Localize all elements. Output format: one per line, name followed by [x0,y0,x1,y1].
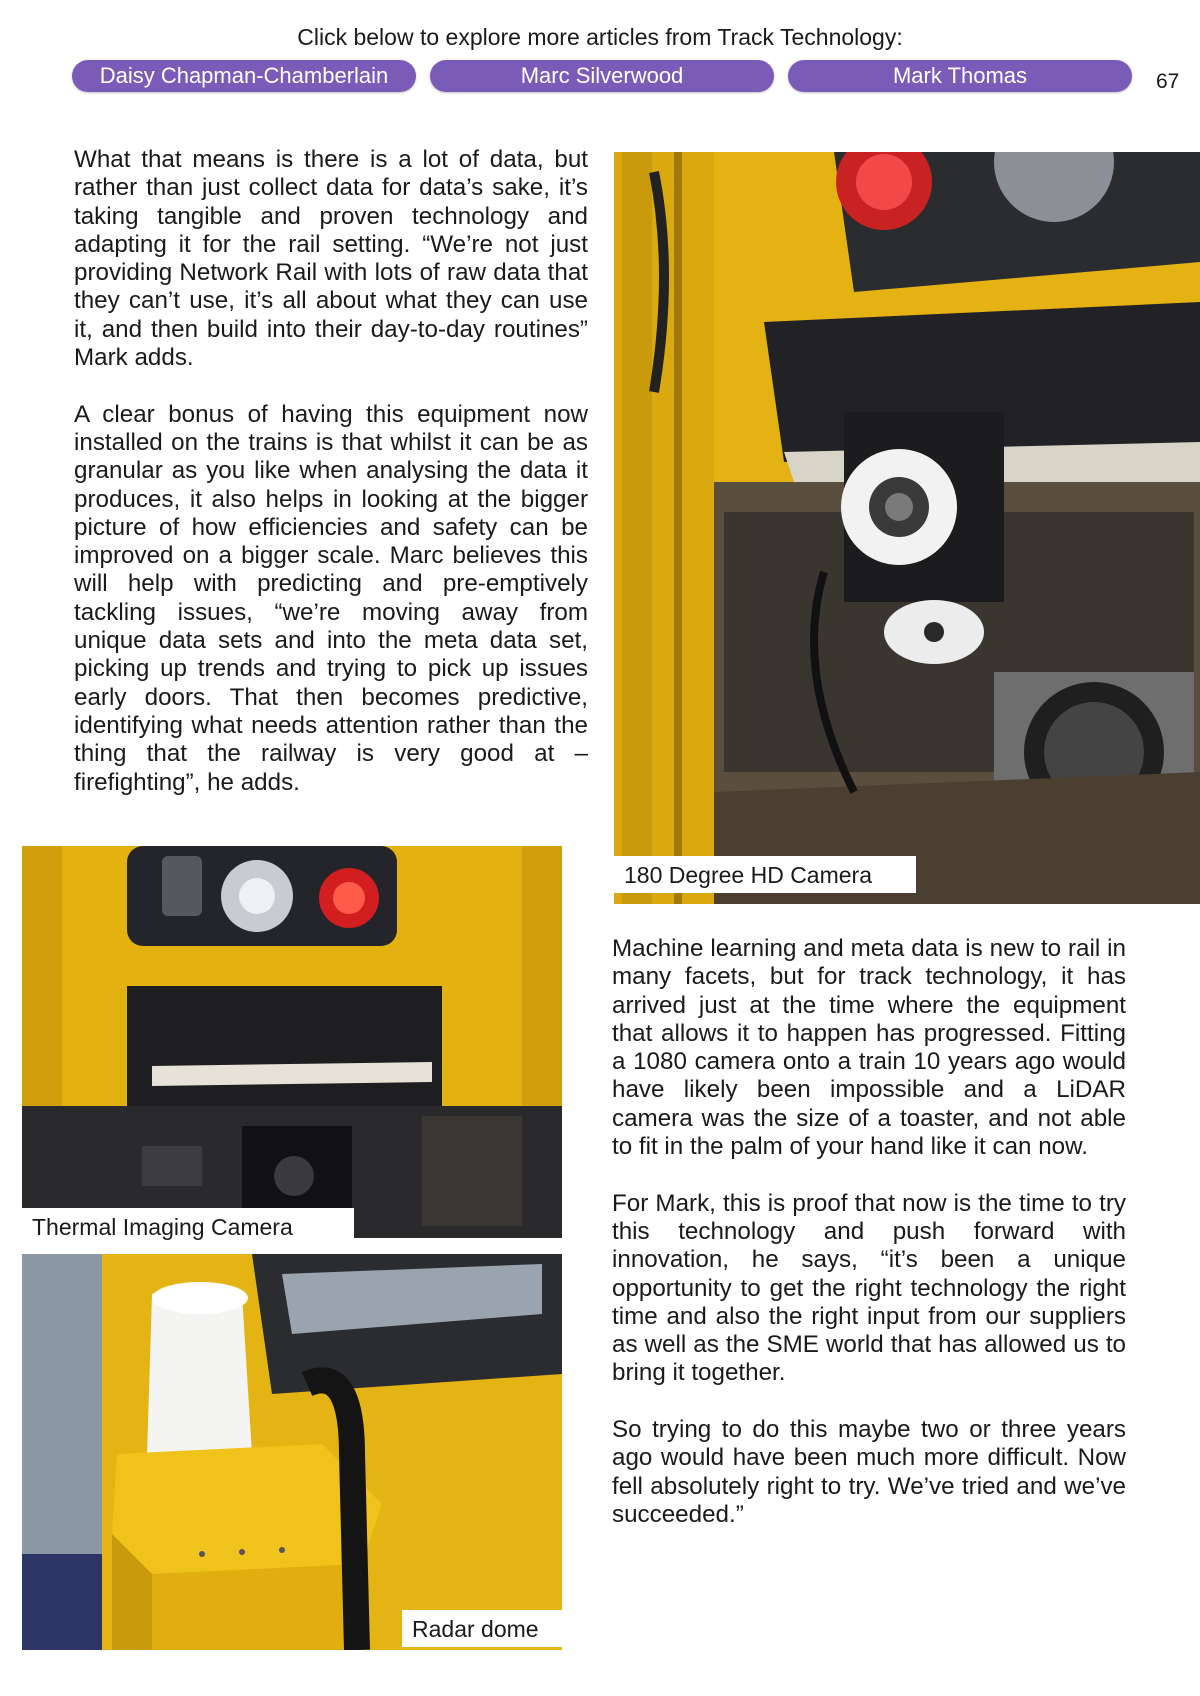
paragraph: What that means is there is a lot of data, but rather than just collect data for data’s sake, it’s taking tangible and proven technology and adapting it for the rail setting. “We’re not just providing Network Rail with lots of raw data that they can’t use, it’s all about what they can use it, and then build into their day-to-day routines” Mark adds. [74,146,588,372]
hd-camera-caption: 180 Degree HD Camera [614,856,916,893]
hd-camera-photo [614,152,1200,904]
explore-prompt: Click below to explore more articles from Track Technology: [297,24,903,50]
radar-dome-caption: Radar dome [402,1610,584,1647]
page-number: 67 [1156,70,1180,93]
paragraph: For Mark, this is proof that now is the time to try this technology and push forward with innovation, he says, “it’s been a unique opportunity to get the right technology the right time and also the right input from our suppliers as well as the SME world that has allowed us to bring it together. [612,1189,1126,1387]
article-links [72,60,1132,94]
thermal-camera-photo [22,846,562,1238]
left-text-column [74,146,588,825]
radar-dome-photo [22,1254,562,1650]
link-daisy-chapman-chamberlain[interactable]: Daisy Chapman-Chamberlain [72,60,416,92]
right-text-column [612,935,1126,1558]
thermal-camera-caption: Thermal Imaging Camera [22,1208,354,1245]
link-marc-silverwood[interactable]: Marc Silverwood [430,60,774,92]
link-mark-thomas[interactable]: Mark Thomas [788,60,1132,92]
paragraph: Machine learning and meta data is new to rail in many facets, but for track technology, it has arrived just at the time where the equipment that allows it to happen has progressed. Fitting a 1080 camera onto a train 10 years ago would have likely been impossible and a LiDAR camera was the size of a toaster, and not able to fit in the palm of your hand like it can now. [612,935,1126,1161]
paragraph: A clear bonus of having this equipment now installed on the trains is that whilst it can be as granular as you like when analysing the data it produces, it also helps in looking at the bigger picture of how efficiencies and safety can be improved on a bigger scale. Marc believes this will help with predicting and pre-emptively tackling issues, “we’re moving away from unique data sets and into the meta data set, picking up trends and trying to pick up issues early doors. That then becomes predictive, identifying what needs attention rather than the thing that the railway is very good at – firefighting”, he adds. [74,400,588,796]
paragraph: So trying to do this maybe two or three years ago would have been much more difficult. Now fell absolutely right to try. We’ve tried and we’ve succeeded.” [612,1416,1126,1528]
